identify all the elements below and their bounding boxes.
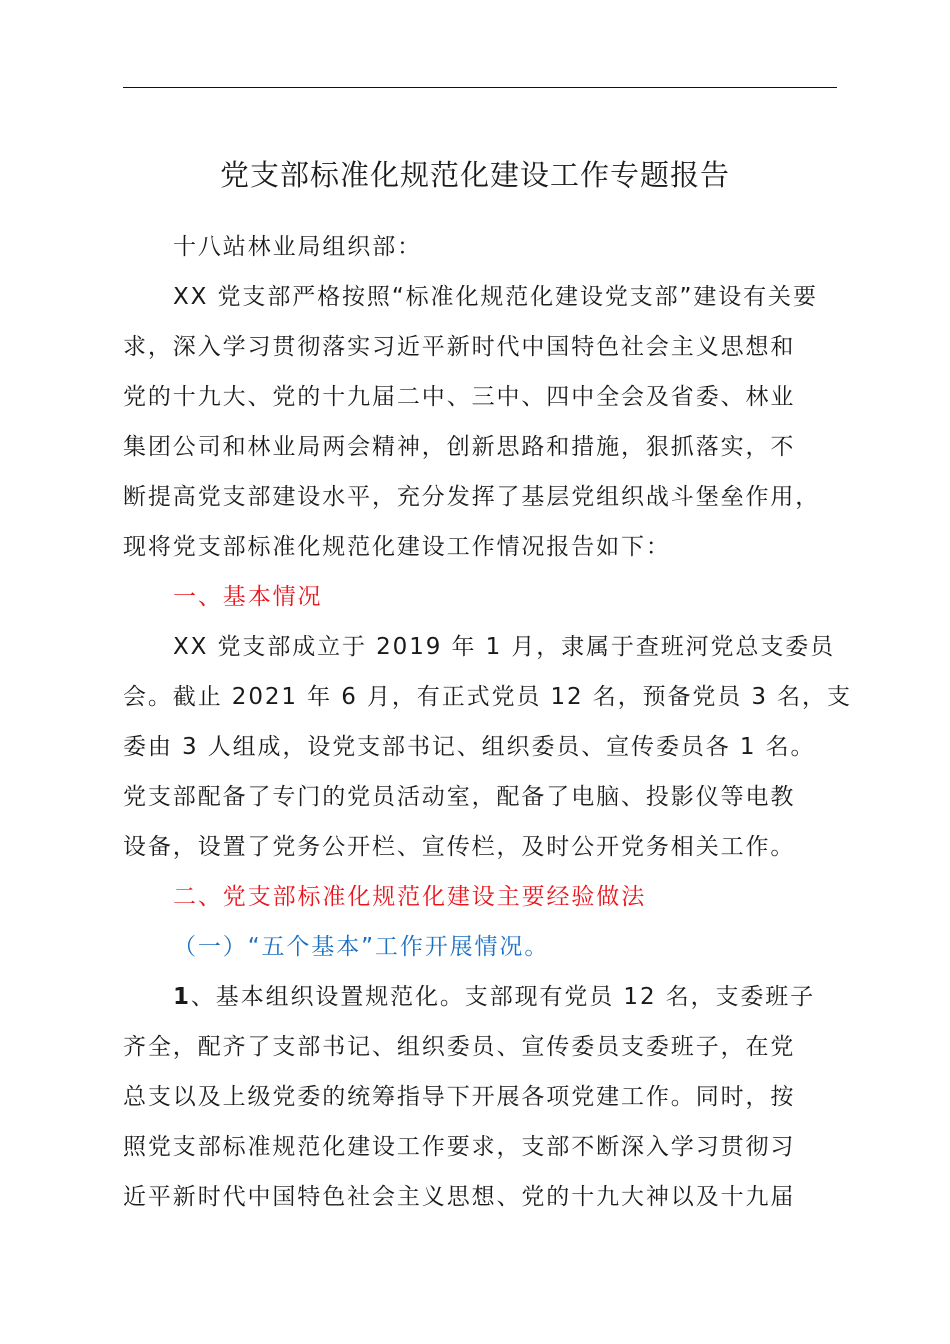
section-heading-experience: 二、党支部标准化规范化建设主要经验做法 xyxy=(173,884,647,910)
intro-line: 集团公司和林业局两会精神，创新思路和措施，狠抓落实，不 xyxy=(123,434,796,460)
intro-line: 党的十九大、党的十九届二中、三中、四中全会及省委、林业 xyxy=(123,384,796,410)
basic-line: 委由 3 人组成，设党支部书记、组织委员、宣传委员各 1 名。 xyxy=(123,734,816,760)
basic-line: 会。截止 2021 年 6 月，有正式党员 12 名，预备党员 3 名，支 xyxy=(123,684,852,710)
intro-line: 现将党支部标准化规范化建设工作情况报告如下： xyxy=(123,534,671,560)
intro-line: XX 党支部严格按照“标准化规范化建设党支部”建设有关要 xyxy=(173,284,818,310)
basic-line: 党支部配备了专门的党员活动室，配备了电脑、投影仪等电教 xyxy=(123,784,796,810)
subsection-heading: （一）“五个基本”工作开展情况。 xyxy=(173,934,550,960)
item-1-line: 齐全，配齐了支部书记、组织委员、宣传委员支委班子，在党 xyxy=(123,1034,796,1060)
document-title: 党支部标准化规范化建设工作专题报告 xyxy=(219,158,730,192)
intro-line: 求，深入学习贯彻落实习近平新时代中国特色社会主义思想和 xyxy=(123,334,796,360)
salutation: 十八站林业局组织部： xyxy=(173,234,422,260)
intro-line: 断提高党支部建设水平，充分发挥了基层党组织战斗堡垒作用， xyxy=(123,484,821,510)
item-1-text: 、基本组织设置规范化。支部现有党员 12 名，支委班子 xyxy=(190,984,816,1010)
basic-line: XX 党支部成立于 2019 年 1 月，隶属于查班河党总支委员 xyxy=(173,634,836,660)
item-number: 1 xyxy=(173,984,191,1010)
item-1-line: 照党支部标准规范化建设工作要求，支部不断深入学习贯彻习 xyxy=(123,1134,796,1160)
item-1-line xyxy=(173,972,893,1022)
item-1-line: 总支以及上级党委的统筹指导下开展各项党建工作。同时，按 xyxy=(123,1084,796,1110)
section-heading-basic: 一、基本情况 xyxy=(173,584,323,610)
basic-line: 设备，设置了党务公开栏、宣传栏，及时公开党务相关工作。 xyxy=(123,834,796,860)
item-1-line: 近平新时代中国特色社会主义思想、党的十九大神以及十九届 xyxy=(123,1184,796,1210)
header-rule xyxy=(123,87,837,88)
